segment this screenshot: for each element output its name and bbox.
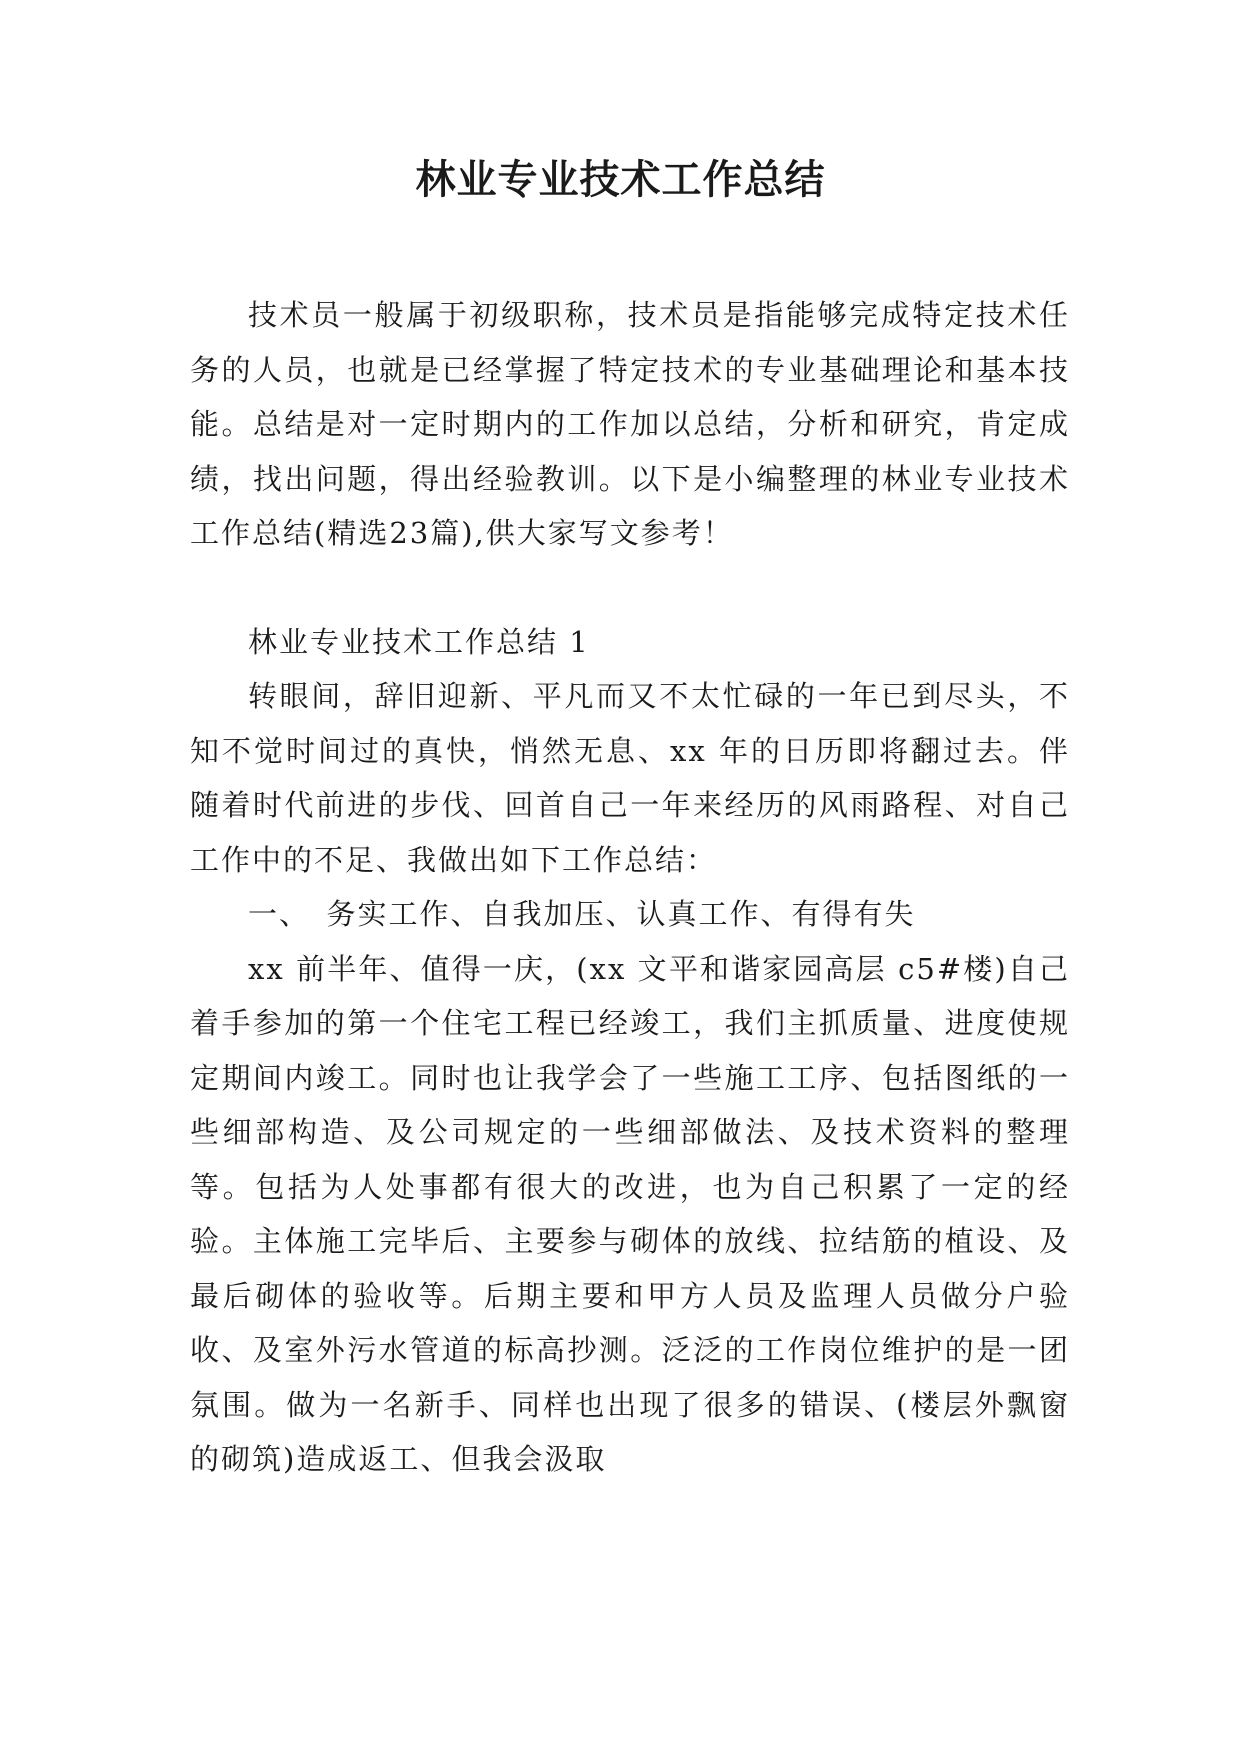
paragraph-spacer	[190, 561, 1070, 615]
body-paragraph: xx 前半年、值得一庆，(xx 文平和谐家园高层 c5#楼)自己着手参加的第一个住宅工程已经竣工，我们主抓质量、进度使规定期间内竣工。同时也让我学会了一些施工工序、包括图纸的一些细部构造、及公司规定的一些细部做法、及技术资料的整理等。包括为人处事都有很大的改进，也为自己积累了一定的经验。主体施工完毕后、主要参与砌体的放线、拉结筋的植设、及最后砌体的验收等。后期主要和甲方人员及监理人员做分户验收、及室外污水管道的标高抄测。泛泛的工作岗位维护的是一团氛围。做为一名新手、同样也出现了很多的错误、(楼层外飘窗的砌筑)造成返工、但我会汲取	[190, 951, 1070, 1476]
document-body	[190, 288, 1070, 1487]
intro-paragraph: 技术员一般属于初级职称，技术员是指能够完成特定技术任务的人员，也就是已经掌握了特定技术的专业基础理论和基本技能。总结是对一定时期内的工作加以总结，分析和研究，肯定成绩，找出问题，得出经验教训。以下是小编整理的林业专业技术工作总结(精选23篇),供大家写文参考！	[190, 298, 1070, 550]
body-paragraph: 转眼间，辞旧迎新、平凡而又不太忙碌的一年已到尽头，不知不觉时间过的真快，悄然无息、xx 年的日历即将翻过去。伴随着时代前进的步伐、回首自己一年来经历的风雨路程、对自己工作中的不足、我做出如下工作总结：	[190, 679, 1070, 877]
section-heading: 林业专业技术工作总结 1	[248, 624, 590, 659]
document-title: 林业专业技术工作总结	[415, 157, 826, 203]
subsection-heading: 一、 务实工作、自我加压、认真工作、有得有失	[248, 897, 916, 931]
